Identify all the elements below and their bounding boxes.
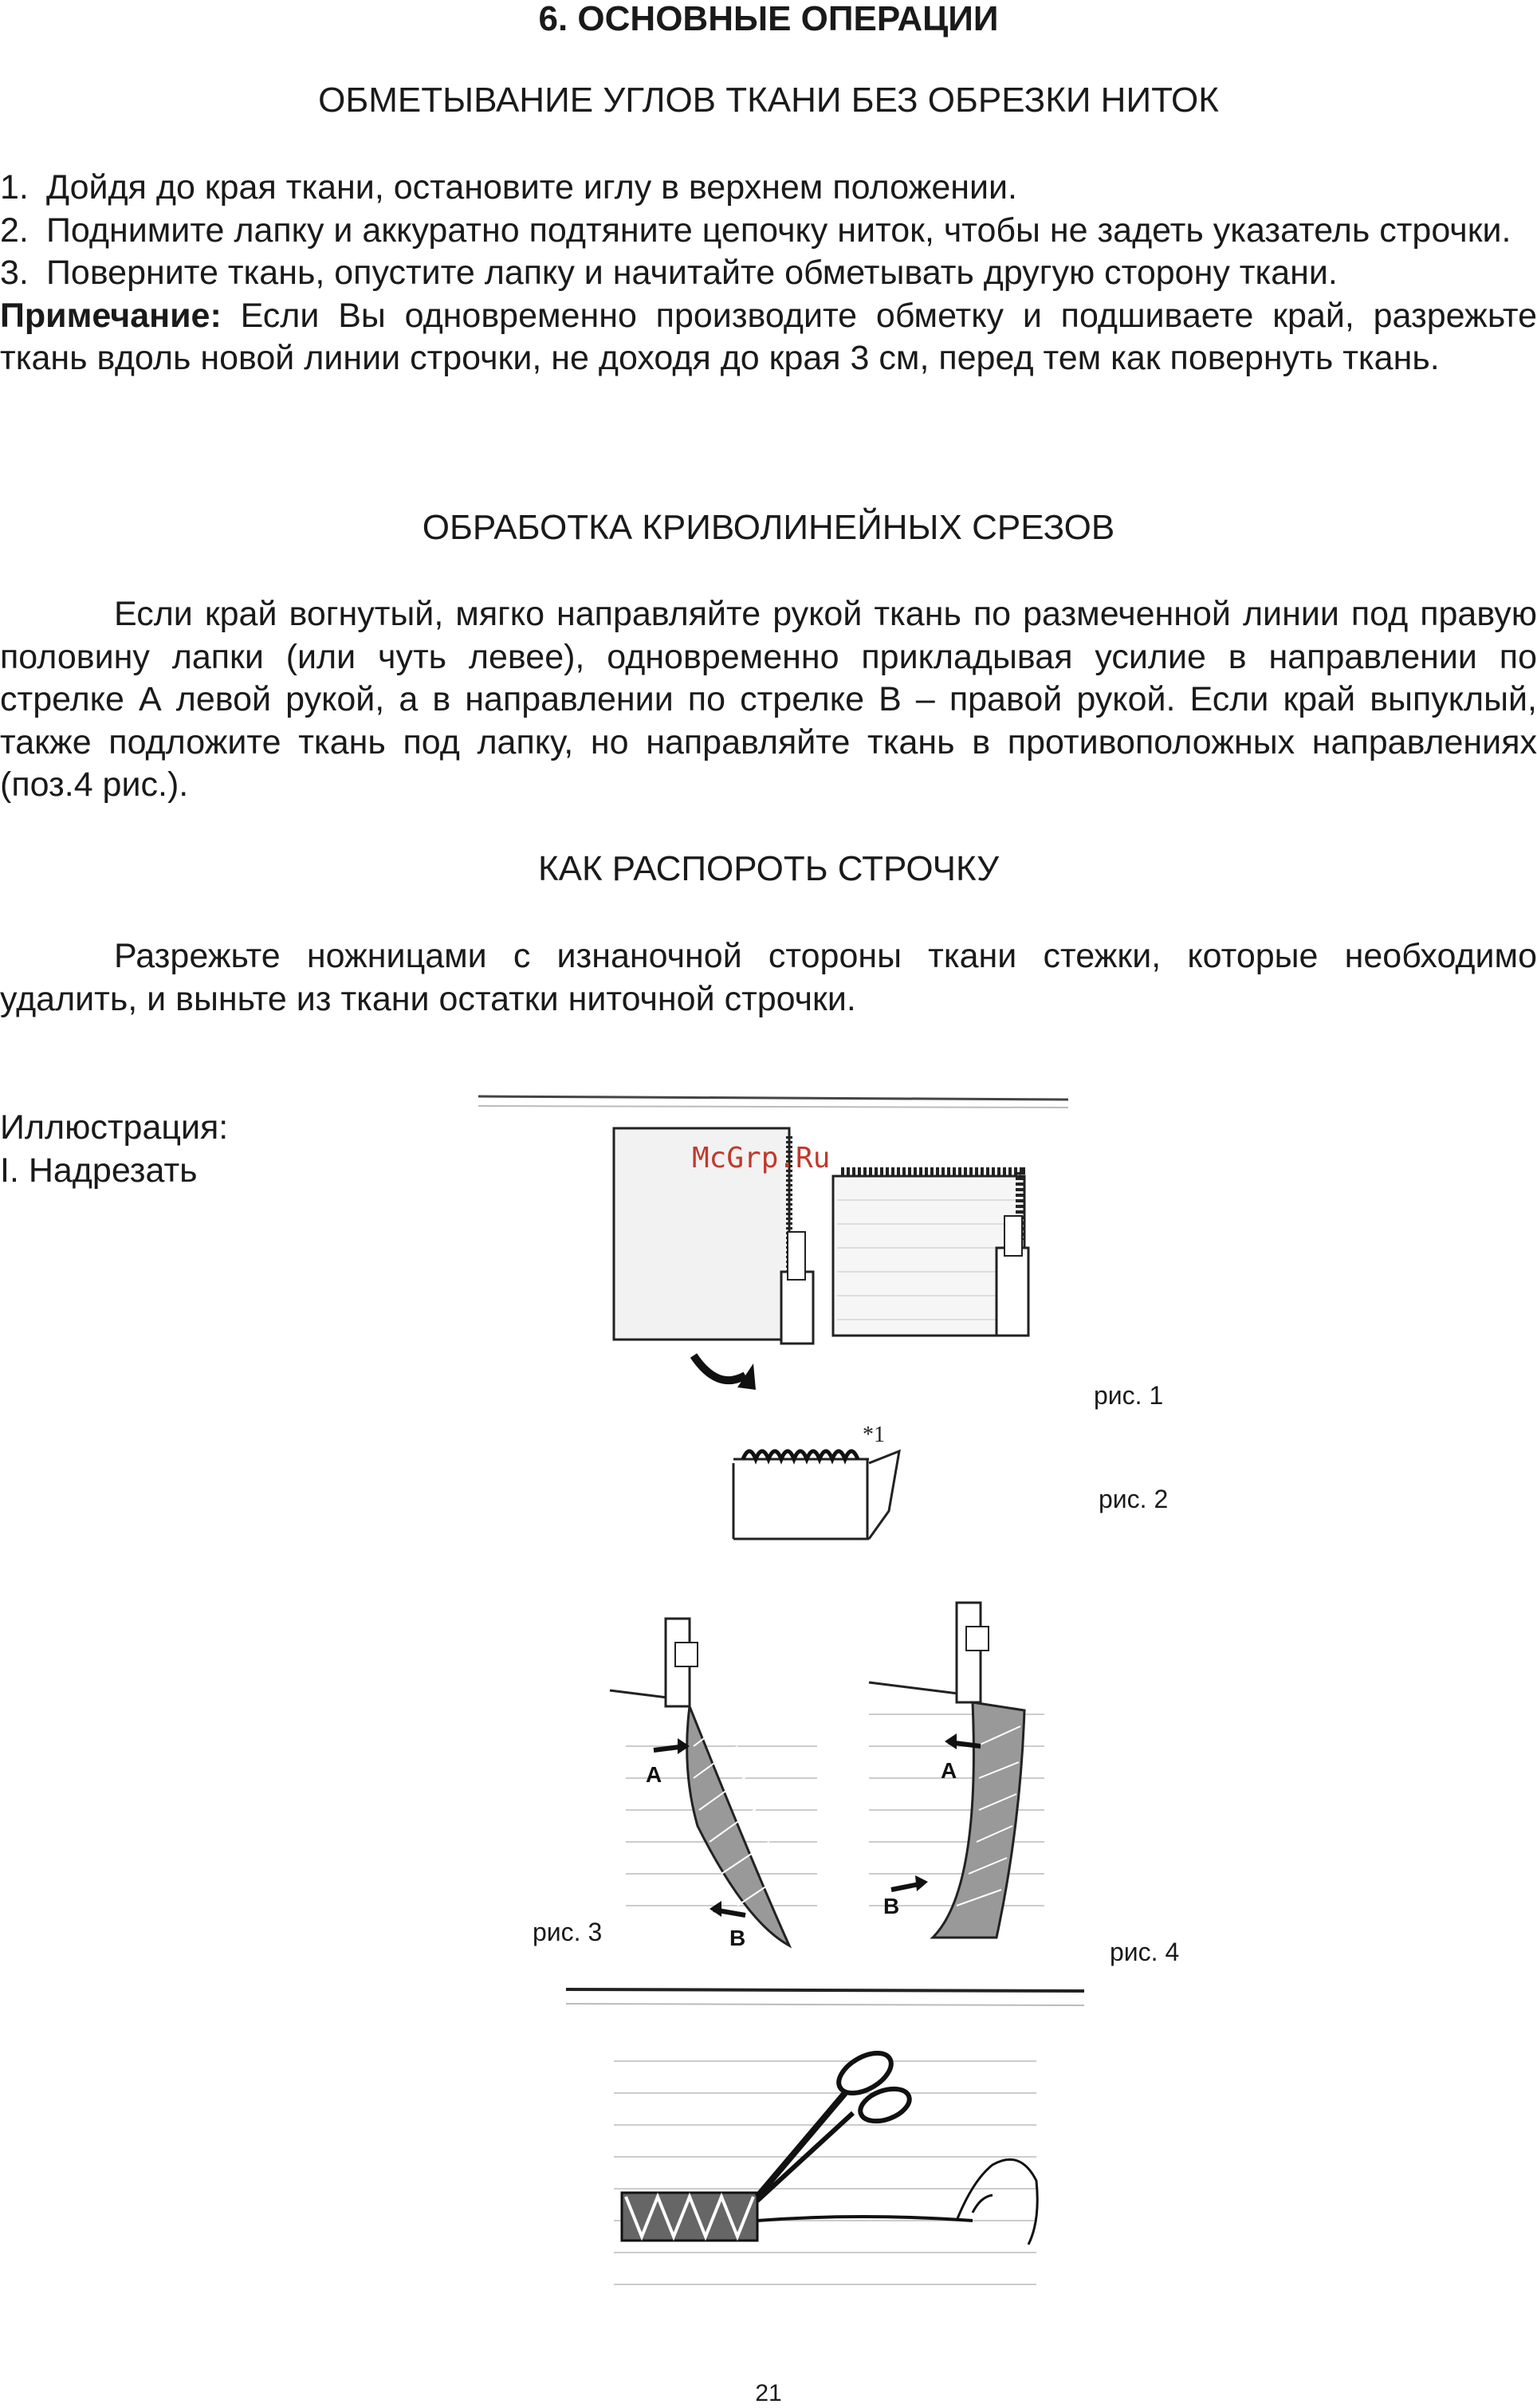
section-heading-unpick: КАК РАСПОРОТЬ СТРОЧКУ bbox=[537, 849, 1000, 888]
page-title: 6. ОСНОВНЫЕ ОПЕРАЦИИ bbox=[538, 0, 999, 38]
scissors-figure-drawing bbox=[558, 1981, 1084, 2316]
section-heading-corners: ОБМЕТЫВАНИЕ УГЛОВ ТКАНИ БЕЗ ОБРЕЗКИ НИТОК bbox=[318, 81, 1219, 120]
fig-3-arrow-b: B bbox=[729, 1926, 746, 1950]
note-text: Если Вы одновременно производите обметку и подшиваете край, разрежьте ткань вдоль новой линии строчки, не доходя до края 3 см, перед тем как повернуть ткань. bbox=[0, 296, 1537, 377]
fig-2-label: рис. 2 bbox=[1099, 1485, 1169, 1513]
watermark: McGrp.Ru bbox=[692, 1142, 831, 1174]
fig-1-label: рис. 1 bbox=[1094, 1381, 1164, 1410]
fig-4-arrow-b: B bbox=[883, 1894, 900, 1918]
step-1: 1. Дойдя до края ткани, остановите иглу в верхнем положении. bbox=[0, 168, 1017, 207]
figure-4-drawing bbox=[861, 1587, 1076, 1961]
curves-paragraph: Если край вогнутый, мягко направляйте рукой ткань по размеченной линии под правую половину лапки (или чуть левее), одновременно прикладывая усилие в направлении по стрелке А левой рукой, а в направлении по стрелке В – правой рукой. Если край выпуклый, также подложите ткань под лапку, но направляйте ткань в противоположных направлениях (поз.4 рис.). bbox=[0, 595, 1537, 804]
figure-1-drawing bbox=[478, 1088, 1068, 1407]
figure-3-drawing bbox=[610, 1587, 825, 1961]
figure-2-drawing bbox=[725, 1419, 925, 1547]
note bbox=[0, 295, 1537, 380]
fig-3-label: рис. 3 bbox=[533, 1918, 603, 1946]
fig-4-label: рис. 4 bbox=[1110, 1938, 1180, 1966]
unpick-paragraph: Разрежьте ножницами с изнаночной стороны ткани стежки, которые необходимо удалить, и выньте из ткани остатки ниточной строчки. bbox=[0, 937, 1537, 1018]
page-number: 21 bbox=[755, 2380, 782, 2406]
note-label: Примечание: bbox=[0, 296, 222, 335]
illustration-sub: I. Надрезать bbox=[0, 1151, 198, 1190]
fig-4-arrow-a: A bbox=[941, 1758, 957, 1783]
fig-3-arrow-a: A bbox=[646, 1762, 662, 1787]
step-2: 2. Поднимите лапку и аккуратно подтяните цепочку ниток, чтобы не задеть указатель строчки. bbox=[0, 211, 1511, 250]
fig-2-marker: *1 bbox=[863, 1422, 885, 1447]
illustration-label: Иллюстрация: bbox=[0, 1108, 229, 1147]
section-heading-curves: ОБРАБОТКА КРИВОЛИНЕЙНЫХ СРЕЗОВ bbox=[422, 508, 1115, 547]
step-3: 3. Поверните ткань, опустите лапку и начитайте обметывать другую сторону ткани. bbox=[0, 254, 1338, 292]
corner-steps bbox=[0, 167, 1537, 380]
